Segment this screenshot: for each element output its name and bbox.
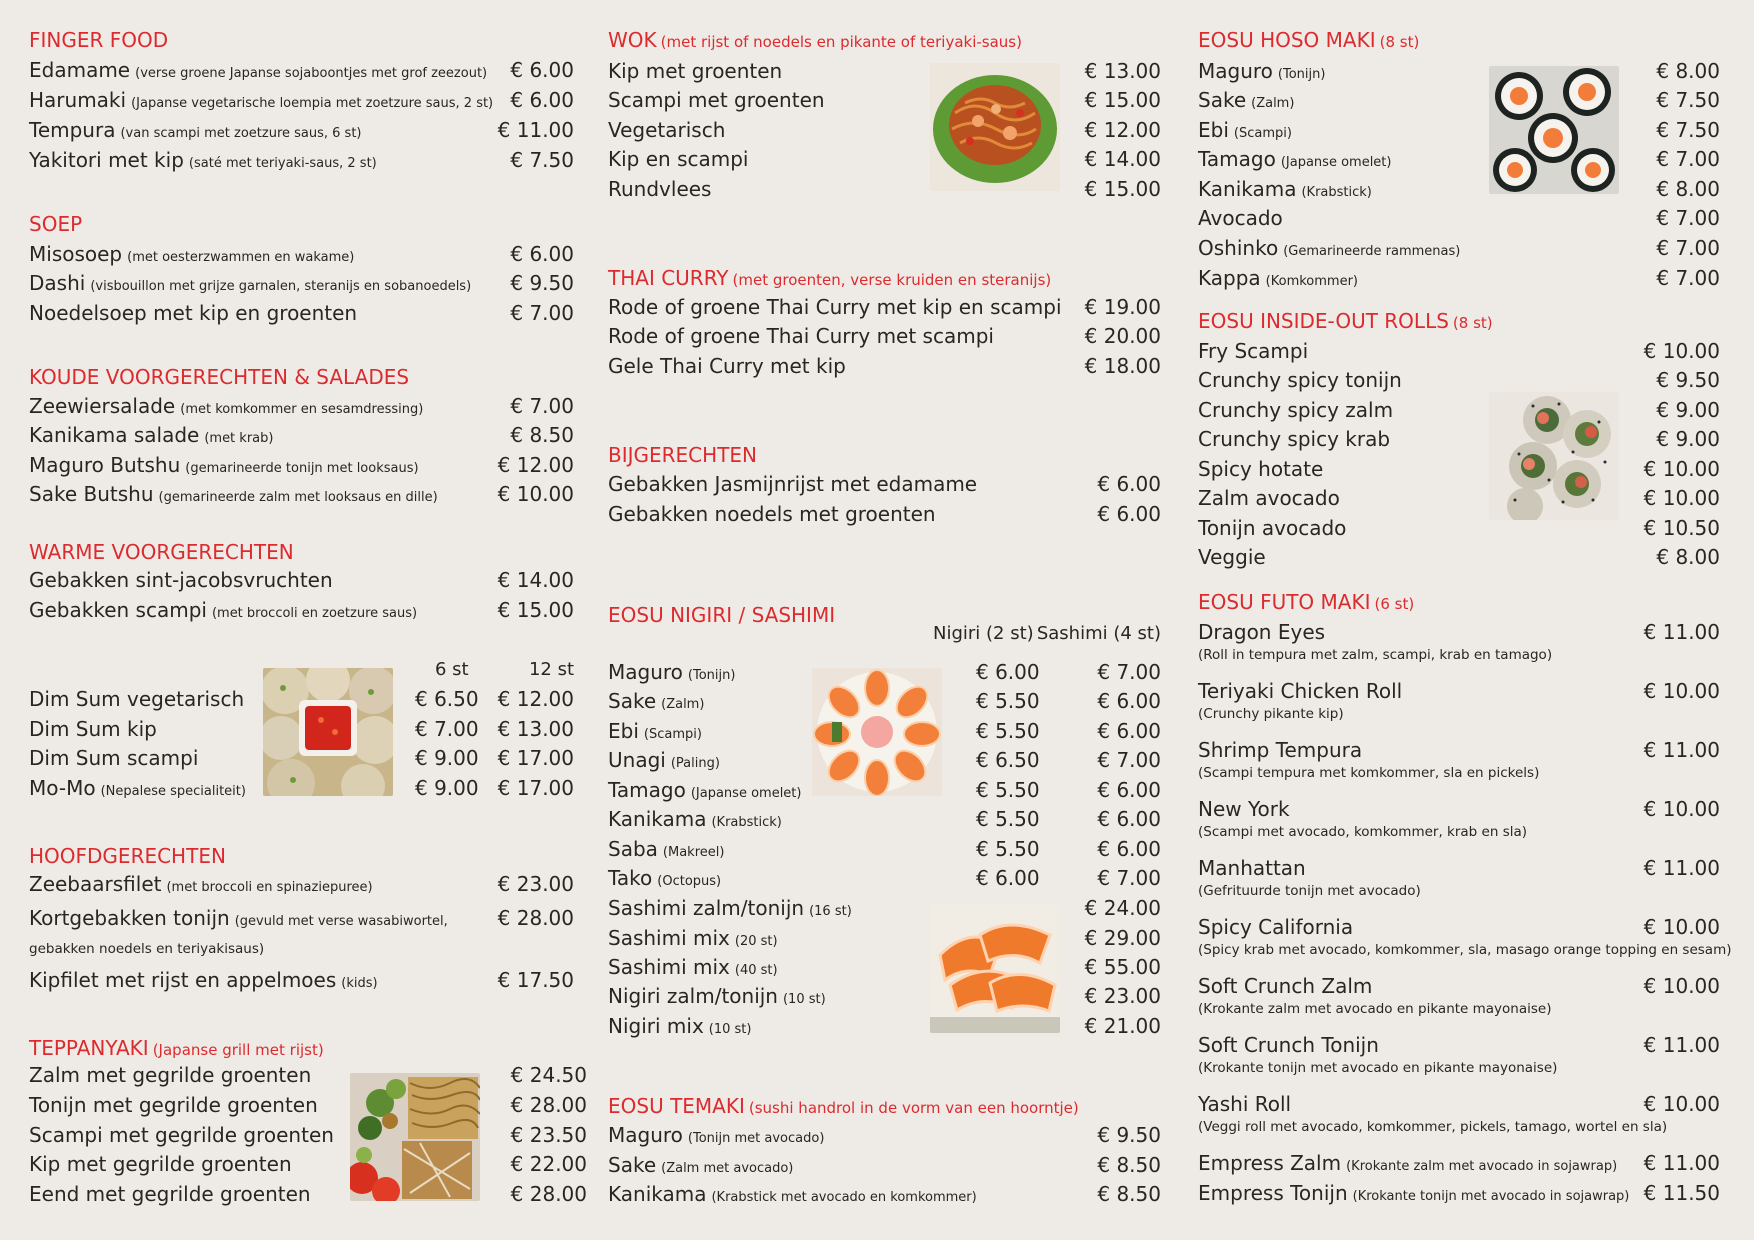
menu-item: New York € 10.00 xyxy=(1198,797,1720,821)
section-title-thai-curry: THAI CURRY (met groenten, verse kruiden en steranijs) xyxy=(608,266,1052,290)
section-title-nigiri-sashimi: EOSU NIGIRI / SASHIMI xyxy=(608,603,836,627)
menu-item: Nigiri zalm/tonijn (10 st) € 23.00 xyxy=(608,984,1161,1008)
menu-item: Shrimp Tempura € 11.00 xyxy=(1198,738,1720,762)
column-header-sashimi: Sashimi (4 st) xyxy=(1036,623,1161,644)
section-title-bijgerechten: BIJGERECHTEN xyxy=(608,443,758,467)
menu-item: Kip met gegrilde groenten € 22.00 xyxy=(29,1152,587,1176)
menu-item: Oshinko (Gemarineerde rammenas) € 7.00 xyxy=(1198,236,1720,260)
menu-item: Gele Thai Curry met kip € 18.00 xyxy=(608,354,1161,378)
menu-item: Kip en scampi € 14.00 xyxy=(608,147,1161,171)
menu-item: Rode of groene Thai Curry met kip en scampi € 19.00 xyxy=(608,295,1161,319)
item-description: (Crunchy pikante kip) xyxy=(1198,706,1344,722)
menu-item: Gebakken Jasmijnrijst met edamame € 6.00 xyxy=(608,472,1161,496)
item-description: (Krokante tonijn met avocado en pikante mayonaise) xyxy=(1198,1060,1558,1076)
menu-item: Gebakken scampi (met broccoli en zoetzure saus) € 15.00 xyxy=(29,598,574,622)
menu-item: Rundvlees € 15.00 xyxy=(608,177,1161,201)
nigiri-row: Tako (Octopus) € 6.00 € 7.00 xyxy=(608,866,1161,890)
section-title-teppanyaki: TEPPANYAKI (Japanse grill met rijst) xyxy=(29,1036,324,1060)
menu-item: Dashi (visbouillon met grijze garnalen, steranijs en sobanoedels) € 9.50 xyxy=(29,271,574,295)
menu-item: Maguro (Tonijn met avocado) € 9.50 xyxy=(608,1123,1161,1147)
menu-item: Vegetarisch € 12.00 xyxy=(608,118,1161,142)
menu-item: Gebakken sint-jacobsvruchten € 14.00 xyxy=(29,568,574,592)
menu-item: Sake (Zalm met avocado) € 8.50 xyxy=(608,1153,1161,1177)
column-header-12st: 12 st xyxy=(528,659,574,680)
item-description: (Scampi met avocado, komkommer, krab en sla) xyxy=(1198,824,1528,840)
nigiri-row: Maguro (Tonijn) € 6.00 € 7.00 xyxy=(608,660,1161,684)
menu-item: Scampi met gegrilde groenten € 23.50 xyxy=(29,1123,587,1147)
dimsum-row: Dim Sum scampi € 9.00 € 17.00 xyxy=(29,746,574,770)
menu-item: Ebi (Scampi) € 7.50 xyxy=(1198,118,1720,142)
section-title-warme-voorgerechten: WARME VOORGERECHTEN xyxy=(29,540,294,564)
menu-item: Soft Crunch Tonijn € 11.00 xyxy=(1198,1033,1720,1057)
section-title-finger-food: FINGER FOOD xyxy=(29,28,169,52)
menu-item: Edamame (verse groene Japanse sojaboontjes met grof zeezout) € 6.00 xyxy=(29,58,574,82)
menu-item: Fry Scampi € 10.00 xyxy=(1198,339,1720,363)
menu-item: Yashi Roll € 10.00 xyxy=(1198,1092,1720,1116)
section-title-hoso-maki: EOSU HOSO MAKI (8 st) xyxy=(1198,28,1420,52)
dimsum-row: Mo-Mo (Nepalese specialiteit) € 9.00 € 17.00 xyxy=(29,776,574,800)
menu-item: Sashimi mix (40 st) € 55.00 xyxy=(608,955,1161,979)
menu-item: Spicy California € 10.00 xyxy=(1198,915,1720,939)
menu-item: Spicy hotate € 10.00 xyxy=(1198,457,1720,481)
nigiri-row: Sake (Zalm) € 5.50 € 6.00 xyxy=(608,689,1161,713)
menu-item: Veggie € 8.00 xyxy=(1198,545,1720,569)
menu-item: Kip met groenten € 13.00 xyxy=(608,59,1161,83)
menu-item: Kanikama (Krabstick) € 8.00 xyxy=(1198,177,1720,201)
item-description: (Roll in tempura met zalm, scampi, krab en tamago) xyxy=(1198,647,1553,663)
item-description: (Gefrituurde tonijn met avocado) xyxy=(1198,883,1421,899)
menu-item: Sake (Zalm) € 7.50 xyxy=(1198,88,1720,112)
menu-item: Rode of groene Thai Curry met scampi € 20.00 xyxy=(608,324,1161,348)
section-title-koude-voorgerechten: KOUDE VOORGERECHTEN & SALADES xyxy=(29,365,410,389)
menu-item: Kappa (Komkommer) € 7.00 xyxy=(1198,266,1720,290)
menu-item: Kipfilet met rijst en appelmoes (kids) € 17.50 xyxy=(29,968,574,992)
item-description: (Veggi roll met avocado, komkommer, pickels, tamago, wortel en sla) xyxy=(1198,1119,1668,1135)
item-description: (Scampi tempura met komkommer, sla en pickels) xyxy=(1198,765,1540,781)
menu-item: Yakitori met kip (saté met teriyaki-saus, 2 st) € 7.50 xyxy=(29,148,574,172)
menu-item: Eend met gegrilde groenten € 28.00 xyxy=(29,1182,587,1206)
menu-item: Zalm met gegrilde groenten € 24.50 xyxy=(29,1063,587,1087)
nigiri-row: Kanikama (Krabstick) € 5.50 € 6.00 xyxy=(608,807,1161,831)
section-title-temaki: EOSU TEMAKI (sushi handrol in de vorm van een hoorntje) xyxy=(608,1094,1079,1118)
menu-item: Maguro Butshu (gemarineerde tonijn met looksaus) € 12.00 xyxy=(29,453,574,477)
menu-item: Empress Zalm (Krokante zalm met avocado in sojawrap) € 11.00 xyxy=(1198,1151,1720,1175)
menu-item: Tonijn avocado € 10.50 xyxy=(1198,516,1720,540)
menu-item: Maguro (Tonijn) € 8.00 xyxy=(1198,59,1720,83)
menu-item: Sashimi mix (20 st) € 29.00 xyxy=(608,926,1161,950)
menu-item: Tempura (van scampi met zoetzure saus, 6 st) € 11.00 xyxy=(29,118,574,142)
menu-item: Sashimi zalm/tonijn (16 st) € 24.00 xyxy=(608,896,1161,920)
menu-item: Manhattan € 11.00 xyxy=(1198,856,1720,880)
menu-item: Empress Tonijn (Krokante tonijn met avocado in sojawrap) € 11.50 xyxy=(1198,1181,1720,1205)
menu-item: Kanikama (Krabstick met avocado en komkommer) € 8.50 xyxy=(608,1182,1161,1206)
menu-item: Kanikama salade (met krab) € 8.50 xyxy=(29,423,574,447)
item-description: (Spicy krab met avocado, komkommer, sla, masago orange topping en sesam) xyxy=(1198,942,1732,958)
column-header-nigiri: Nigiri (2 st) xyxy=(933,623,1034,644)
item-description: gebakken noedels en teriyakisaus) xyxy=(29,941,265,957)
menu-item: Gebakken noedels met groenten € 6.00 xyxy=(608,502,1161,526)
menu-item: Zeebaarsfilet (met broccoli en spinaziepuree) € 23.00 xyxy=(29,872,574,896)
nigiri-row: Unagi (Paling) € 6.50 € 7.00 xyxy=(608,748,1161,772)
section-title-hoofdgerechten: HOOFDGERECHTEN xyxy=(29,844,226,868)
dimsum-row: Dim Sum vegetarisch € 6.50 € 12.00 xyxy=(29,687,574,711)
menu-item: Tonijn met gegrilde groenten € 28.00 xyxy=(29,1093,587,1117)
menu-item: Crunchy spicy zalm € 9.00 xyxy=(1198,398,1720,422)
column-header-6st: 6 st xyxy=(435,659,469,680)
menu-item: Dragon Eyes € 11.00 xyxy=(1198,620,1720,644)
section-title-wok: WOK (met rijst of noedels en pikante of teriyaki-saus) xyxy=(608,28,1022,52)
menu-item: Misosoep (met oesterzwammen en wakame) € 6.00 xyxy=(29,242,574,266)
menu-item: Harumaki (Japanse vegetarische loempia met zoetzure saus, 2 st) € 6.00 xyxy=(29,88,574,112)
section-title-soep: SOEP xyxy=(29,212,83,236)
menu-item: Crunchy spicy krab € 9.00 xyxy=(1198,427,1720,451)
menu-item: Tamago (Japanse omelet) € 7.00 xyxy=(1198,147,1720,171)
menu-item: Kortgebakken tonijn (gevuld met verse wasabiwortel, € 28.00 xyxy=(29,906,574,930)
section-title-inside-out: EOSU INSIDE-OUT ROLLS (8 st) xyxy=(1198,309,1493,333)
dimsum-row: Dim Sum kip € 7.00 € 13.00 xyxy=(29,717,574,741)
menu-item: Soft Crunch Zalm € 10.00 xyxy=(1198,974,1720,998)
nigiri-row: Saba (Makreel) € 5.50 € 6.00 xyxy=(608,837,1161,861)
nigiri-row: Tamago (Japanse omelet) € 5.50 € 6.00 xyxy=(608,778,1161,802)
menu-item: Scampi met groenten € 15.00 xyxy=(608,88,1161,112)
menu-item: Crunchy spicy tonijn € 9.50 xyxy=(1198,368,1720,392)
section-title-futo-maki: EOSU FUTO MAKI (6 st) xyxy=(1198,590,1415,614)
menu-item: Sake Butshu (gemarineerde zalm met looksaus en dille) € 10.00 xyxy=(29,482,574,506)
item-description: (Krokante zalm met avocado en pikante mayonaise) xyxy=(1198,1001,1552,1017)
menu-item: Teriyaki Chicken Roll € 10.00 xyxy=(1198,679,1720,703)
menu-item: Avocado € 7.00 xyxy=(1198,206,1720,230)
menu-item: Zeewiersalade (met komkommer en sesamdressing) € 7.00 xyxy=(29,394,574,418)
menu-item: Noedelsoep met kip en groenten € 7.00 xyxy=(29,301,574,325)
menu-item: Zalm avocado € 10.00 xyxy=(1198,486,1720,510)
nigiri-row: Ebi (Scampi) € 5.50 € 6.00 xyxy=(608,719,1161,743)
menu-item: Nigiri mix (10 st) € 21.00 xyxy=(608,1014,1161,1038)
